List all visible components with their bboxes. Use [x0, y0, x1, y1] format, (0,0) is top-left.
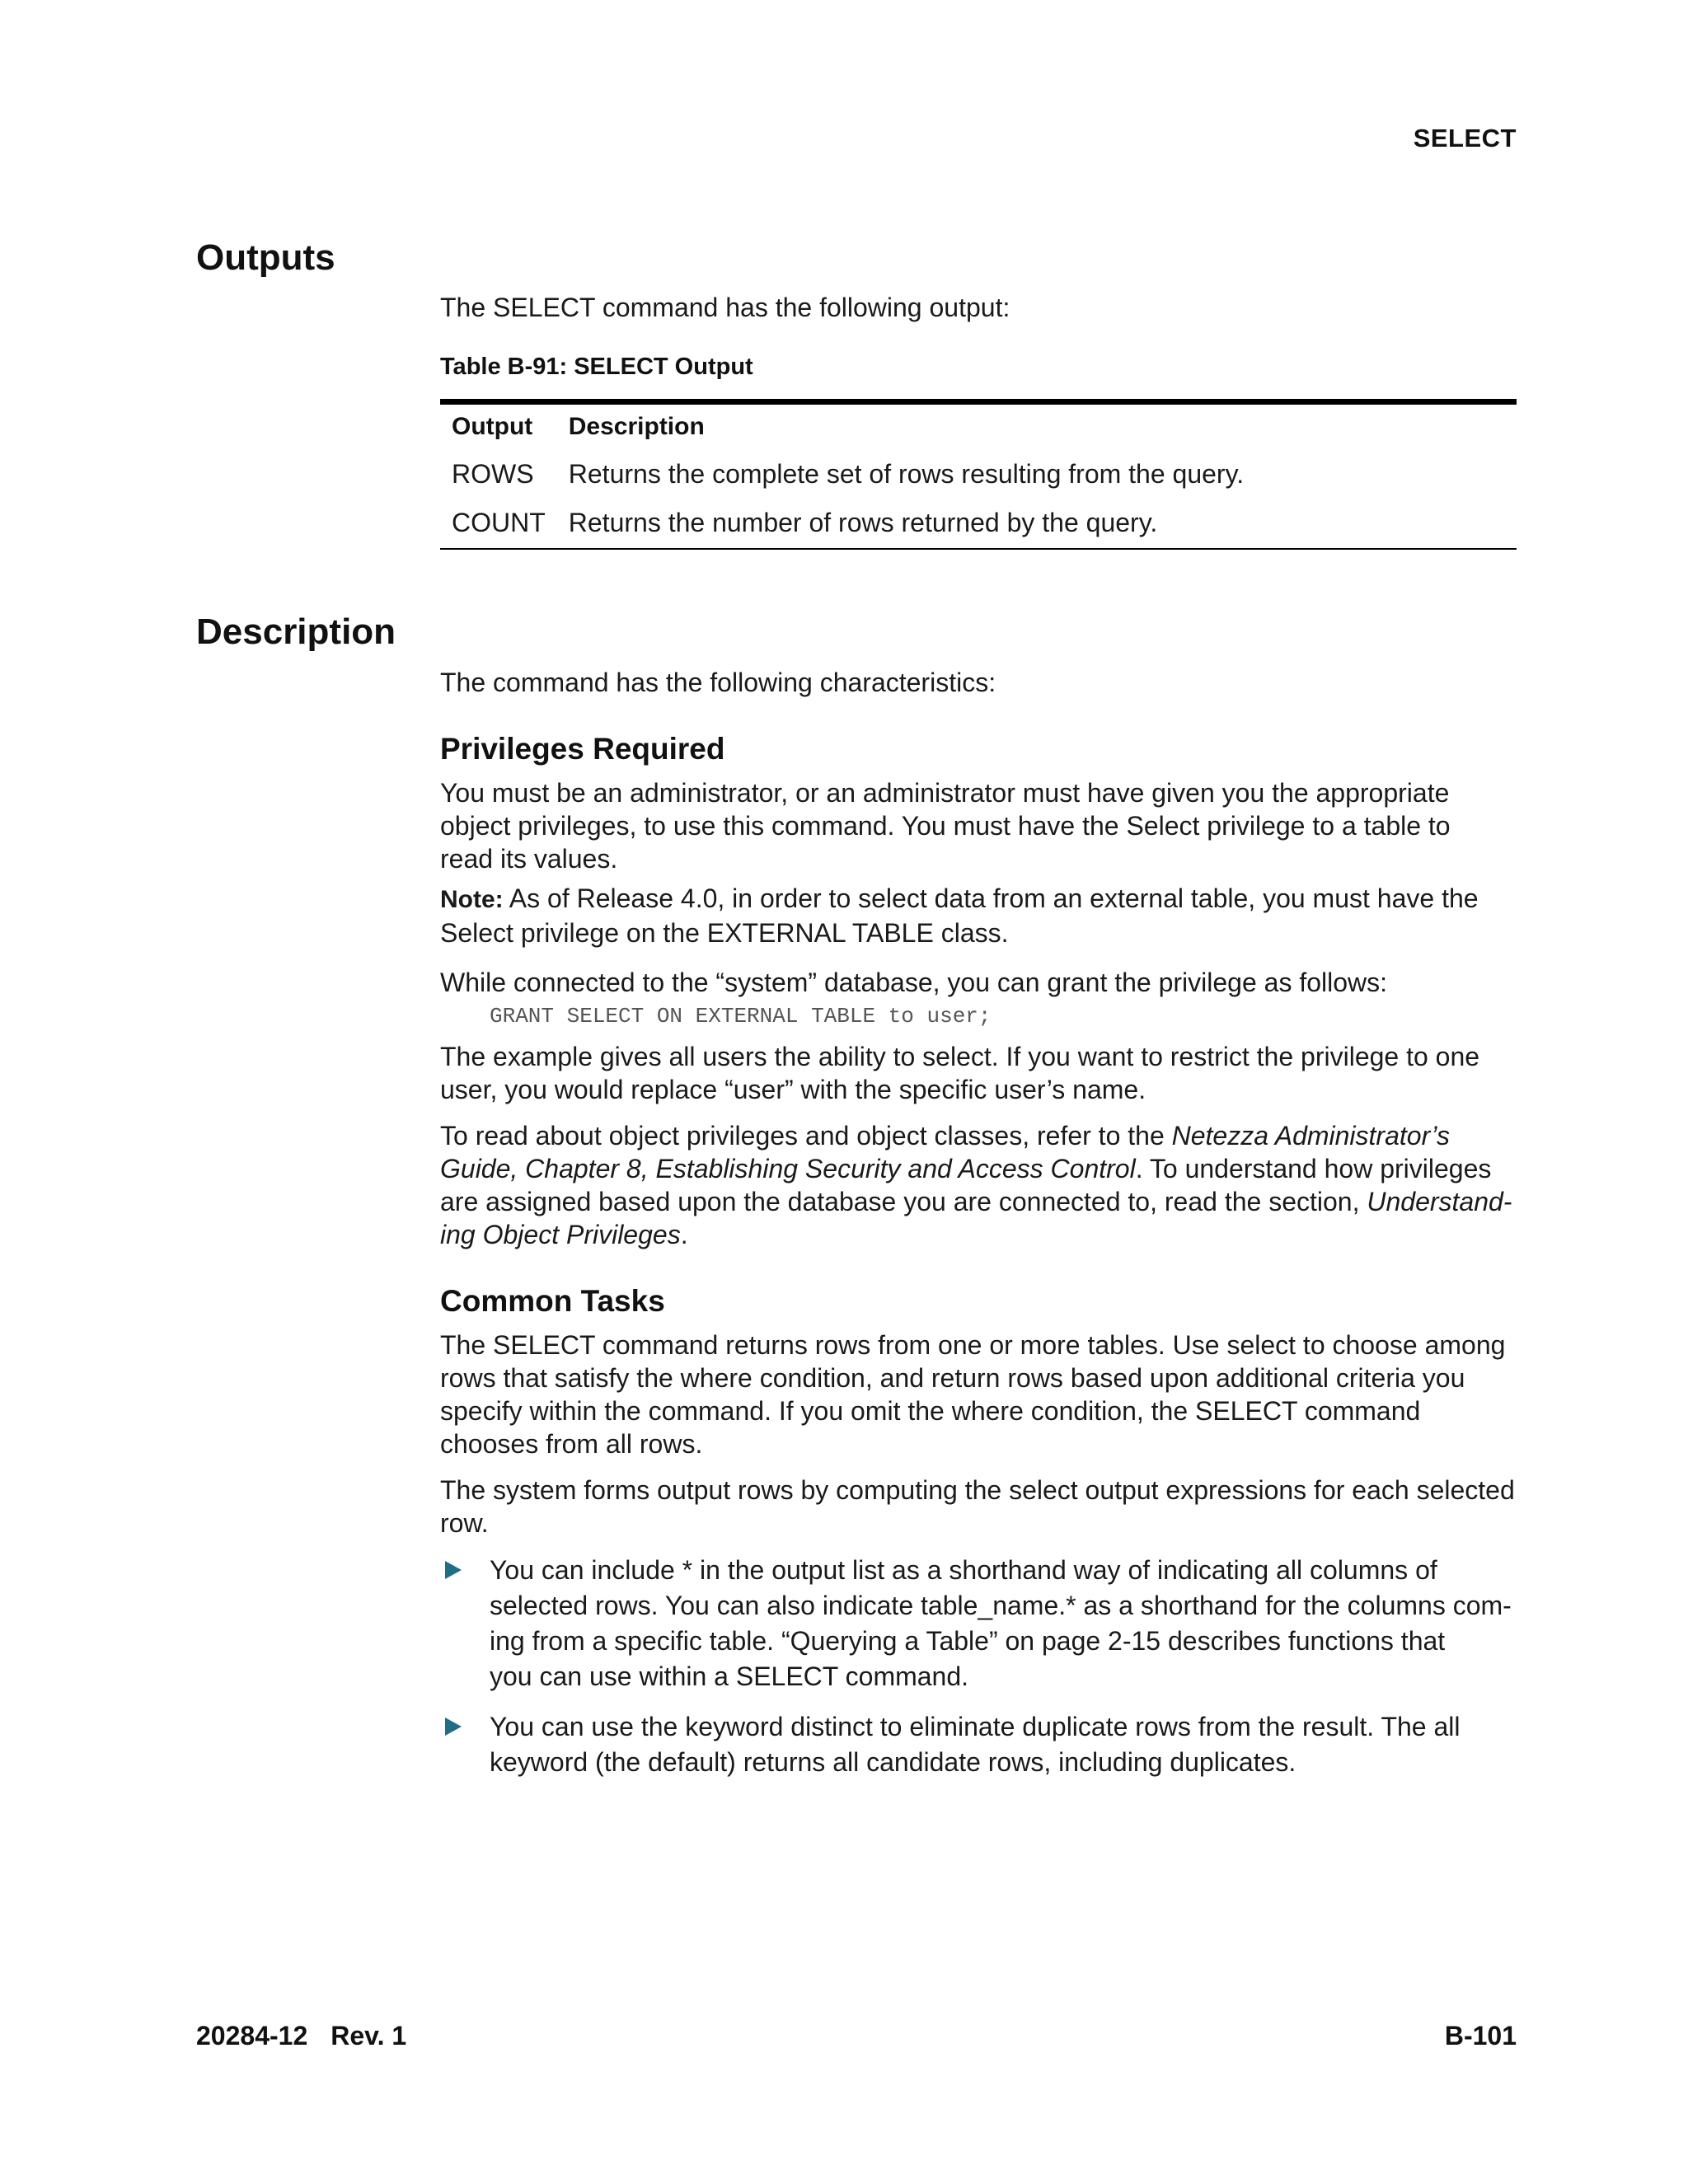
- text-line: .: [680, 1220, 688, 1249]
- description-intro: The command has the following characteristics:: [440, 668, 996, 697]
- reference-title: Netezza Administrator’s: [1171, 1121, 1450, 1151]
- privileges-heading: Privileges Required: [440, 732, 725, 766]
- text-line: object privileges, to use this command. You must have the Select privilege to a table to: [440, 811, 1451, 841]
- text-line: The system forms output rows by computing the select output expressions for each selected: [440, 1475, 1515, 1505]
- running-header-title: SELECT: [1413, 124, 1517, 152]
- text-line: To read about object privileges and object classes, refer to the: [440, 1121, 1172, 1151]
- text-line: ing from a specific table. “Querying a Table” on page 2-15 describes functions that: [490, 1626, 1446, 1656]
- text-line: The SELECT command returns rows from one or more tables. Use select to choose among: [440, 1330, 1506, 1360]
- table-cell-output: COUNT: [452, 508, 546, 537]
- text-line: As of Release 4.0, in order to select data from an external table, you must have the: [503, 883, 1479, 913]
- outputs-heading: Outputs: [196, 237, 335, 278]
- common-tasks-heading: Common Tasks: [440, 1284, 665, 1318]
- text-line: you can use within a SELECT command.: [490, 1661, 969, 1691]
- outputs-body: [440, 291, 1517, 550]
- text-line: rows that satisfy the where condition, and return rows based upon additional criteria you: [440, 1363, 1465, 1393]
- reference-title: ing Object Privileges: [440, 1220, 681, 1249]
- text-line: You can use the keyword distinct to eliminate duplicate rows from the result. The all: [490, 1712, 1461, 1741]
- text-line: user, you would replace “user” with the specific user’s name.: [440, 1075, 1146, 1104]
- list-item: [440, 1553, 1517, 1694]
- grant-intro: While connected to the “system” database, you can grant the privilege as follows:: [440, 968, 1388, 997]
- select-output-table: [440, 399, 1517, 550]
- grant-code-example: GRANT SELECT ON EXTERNAL TABLE to user;: [490, 1004, 992, 1029]
- description-body: [440, 666, 1517, 1780]
- footer-page-number: B-101: [1444, 2021, 1517, 2050]
- footer-doc-number: 20284-12: [196, 2021, 308, 2050]
- triangle-bullet-icon: [445, 1718, 462, 1736]
- privileges-note: [440, 882, 1517, 949]
- table-row: [440, 451, 1517, 499]
- list-item: [440, 1709, 1517, 1780]
- text-line: Select privilege on the EXTERNAL TABLE class.: [440, 918, 1009, 948]
- common-tasks-paragraph: [440, 1329, 1517, 1460]
- text-line: chooses from all rows.: [440, 1429, 703, 1459]
- text-line: selected rows. You can also indicate table_name.* as a shorthand for the columns com-: [490, 1591, 1512, 1620]
- text-line: . To understand how privileges: [1135, 1154, 1492, 1183]
- note-label: Note:: [440, 886, 504, 913]
- table-header-row: [440, 402, 1517, 452]
- text-line: The example gives all users the ability to select. If you want to restrict the privilege to one: [440, 1042, 1480, 1071]
- footer-revision: Rev. 1: [331, 2021, 407, 2050]
- reference-paragraph: [440, 1119, 1517, 1251]
- output-rows-paragraph: [440, 1474, 1517, 1540]
- table-cell-output: ROWS: [452, 459, 534, 489]
- text-line: row.: [440, 1508, 489, 1538]
- reference-title: Guide, Chapter 8, Establishing Security and Access Control: [440, 1154, 1136, 1183]
- column-header-description: Description: [568, 413, 705, 440]
- example-paragraph: [440, 1040, 1517, 1106]
- text-line: specify within the command. If you omit the where condition, the SELECT command: [440, 1396, 1421, 1426]
- footer-document-id: [196, 2021, 406, 2051]
- outputs-intro: The SELECT command has the following output:: [440, 293, 1010, 322]
- table-cell-description: Returns the complete set of rows resulting from the query.: [568, 459, 1245, 489]
- table-cell-description: Returns the number of rows returned by the query.: [568, 508, 1158, 537]
- triangle-bullet-icon: [445, 1561, 462, 1579]
- column-header-output: Output: [452, 413, 533, 440]
- text-line: You can include * in the output list as a shorthand way of indicating all columns of: [490, 1555, 1437, 1585]
- privileges-paragraph: [440, 776, 1517, 875]
- text-line: are assigned based upon the database you are connected to, read the section,: [440, 1187, 1367, 1216]
- description-heading: Description: [196, 612, 396, 652]
- text-line: You must be an administrator, or an administrator must have given you the appropriate: [440, 778, 1450, 808]
- text-line: keyword (the default) returns all candidate rows, including duplicates.: [490, 1747, 1296, 1777]
- reference-title: Understand-: [1367, 1187, 1512, 1216]
- table-row: [440, 499, 1517, 549]
- text-line: read its values.: [440, 844, 618, 874]
- table-caption: Table B-91: SELECT Output: [440, 354, 753, 380]
